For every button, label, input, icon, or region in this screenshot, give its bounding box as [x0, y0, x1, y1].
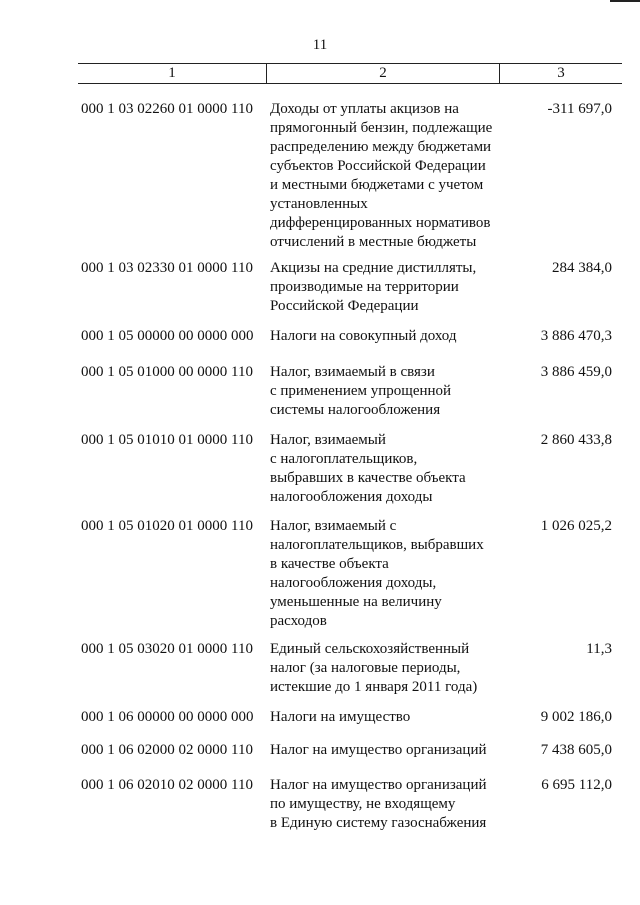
description-line: выбравших в качестве объекта	[270, 470, 466, 486]
description-line: Налог на имущество организаций	[270, 777, 487, 793]
budget-code: 000 1 03 02260 01 0000 110	[81, 101, 253, 117]
row-description	[270, 741, 510, 760]
description-line: субъектов Российской Федерации	[270, 158, 486, 174]
amount: 9 002 186,0	[540, 709, 612, 725]
table-header	[78, 63, 622, 84]
description-line: расходов	[270, 613, 327, 629]
budget-code: 000 1 05 01010 01 0000 110	[81, 432, 253, 448]
description-line: Налог, взимаемый в связи	[270, 364, 435, 380]
description-line: в Единую систему газоснабжения	[270, 815, 487, 831]
description-line: Налог на имущество организаций	[270, 742, 487, 758]
row-description	[270, 363, 510, 420]
description-line: в качестве объекта	[270, 556, 389, 572]
budget-code: 000 1 05 01000 00 0000 110	[81, 364, 253, 380]
budget-code: 000 1 05 03020 01 0000 110	[81, 641, 253, 657]
header-col-3: 3	[557, 65, 565, 81]
description-line: производимые на территории	[270, 279, 459, 295]
description-line: налогоплательщиков, выбравших	[270, 537, 484, 553]
row-description	[270, 100, 510, 252]
amount: 1 026 025,2	[540, 518, 612, 534]
amount: 6 695 112,0	[541, 777, 612, 793]
row-description	[270, 517, 510, 631]
description-line: Налоги на имущество	[270, 709, 411, 725]
description-line: установленных	[270, 196, 368, 212]
row-description	[270, 776, 510, 833]
amount: -311 697,0	[547, 101, 612, 117]
description-line: налогообложения доходы,	[270, 575, 437, 591]
page-number: 11	[312, 37, 328, 53]
amount: 11,3	[586, 641, 612, 657]
amount: 3 886 459,0	[540, 364, 612, 380]
description-line: Доходы от уплаты акцизов на	[270, 101, 459, 117]
header-col-1: 1	[78, 64, 267, 83]
description-line: налогообложения доходы	[270, 489, 433, 505]
description-line: системы налогообложения	[270, 402, 441, 418]
row-description	[270, 708, 510, 727]
description-line: с применением упрощенной	[270, 383, 452, 399]
budget-code: 000 1 06 00000 00 0000 000	[81, 709, 254, 725]
budget-code: 000 1 06 02000 02 0000 110	[81, 742, 253, 758]
description-line: налог (за налоговые периоды,	[270, 660, 461, 676]
budget-code: 000 1 05 01020 01 0000 110	[81, 518, 253, 534]
description-line: дифференцированных нормативов	[270, 215, 491, 231]
description-line: распределению между бюджетами	[270, 139, 492, 155]
row-description	[270, 327, 510, 346]
amount: 284 384,0	[552, 260, 612, 276]
description-line: Единый сельскохозяйственный	[270, 641, 470, 657]
description-line: Налог, взимаемый с	[270, 518, 397, 534]
description-line: истекшие до 1 января 2011 года)	[270, 679, 478, 695]
row-description	[270, 640, 510, 697]
budget-code: 000 1 06 02010 02 0000 110	[81, 777, 253, 793]
description-line: прямогонный бензин, подлежащие	[270, 120, 493, 136]
amount: 2 860 433,8	[540, 432, 612, 448]
description-line: Налог, взимаемый	[270, 432, 386, 448]
amount: 7 438 605,0	[540, 742, 612, 758]
description-line: Акцизы на средние дистилляты,	[270, 260, 477, 276]
description-line: по имуществу, не входящему	[270, 796, 456, 812]
budget-code: 000 1 05 00000 00 0000 000	[81, 328, 254, 344]
description-line: и местными бюджетами с учетом	[270, 177, 484, 193]
description-line: с налогоплательщиков,	[270, 451, 418, 467]
description-line: уменьшенные на величину	[270, 594, 442, 610]
amount: 3 886 470,3	[540, 328, 612, 344]
row-description	[270, 431, 510, 507]
budget-code: 000 1 03 02330 01 0000 110	[81, 260, 253, 276]
page-edge-mark	[610, 0, 640, 2]
description-line: Российской Федерации	[270, 298, 419, 314]
row-description	[270, 259, 510, 316]
header-col-2: 2	[267, 64, 500, 83]
description-line: Налоги на совокупный доход	[270, 328, 457, 344]
description-line: отчислений в местные бюджеты	[270, 234, 477, 250]
